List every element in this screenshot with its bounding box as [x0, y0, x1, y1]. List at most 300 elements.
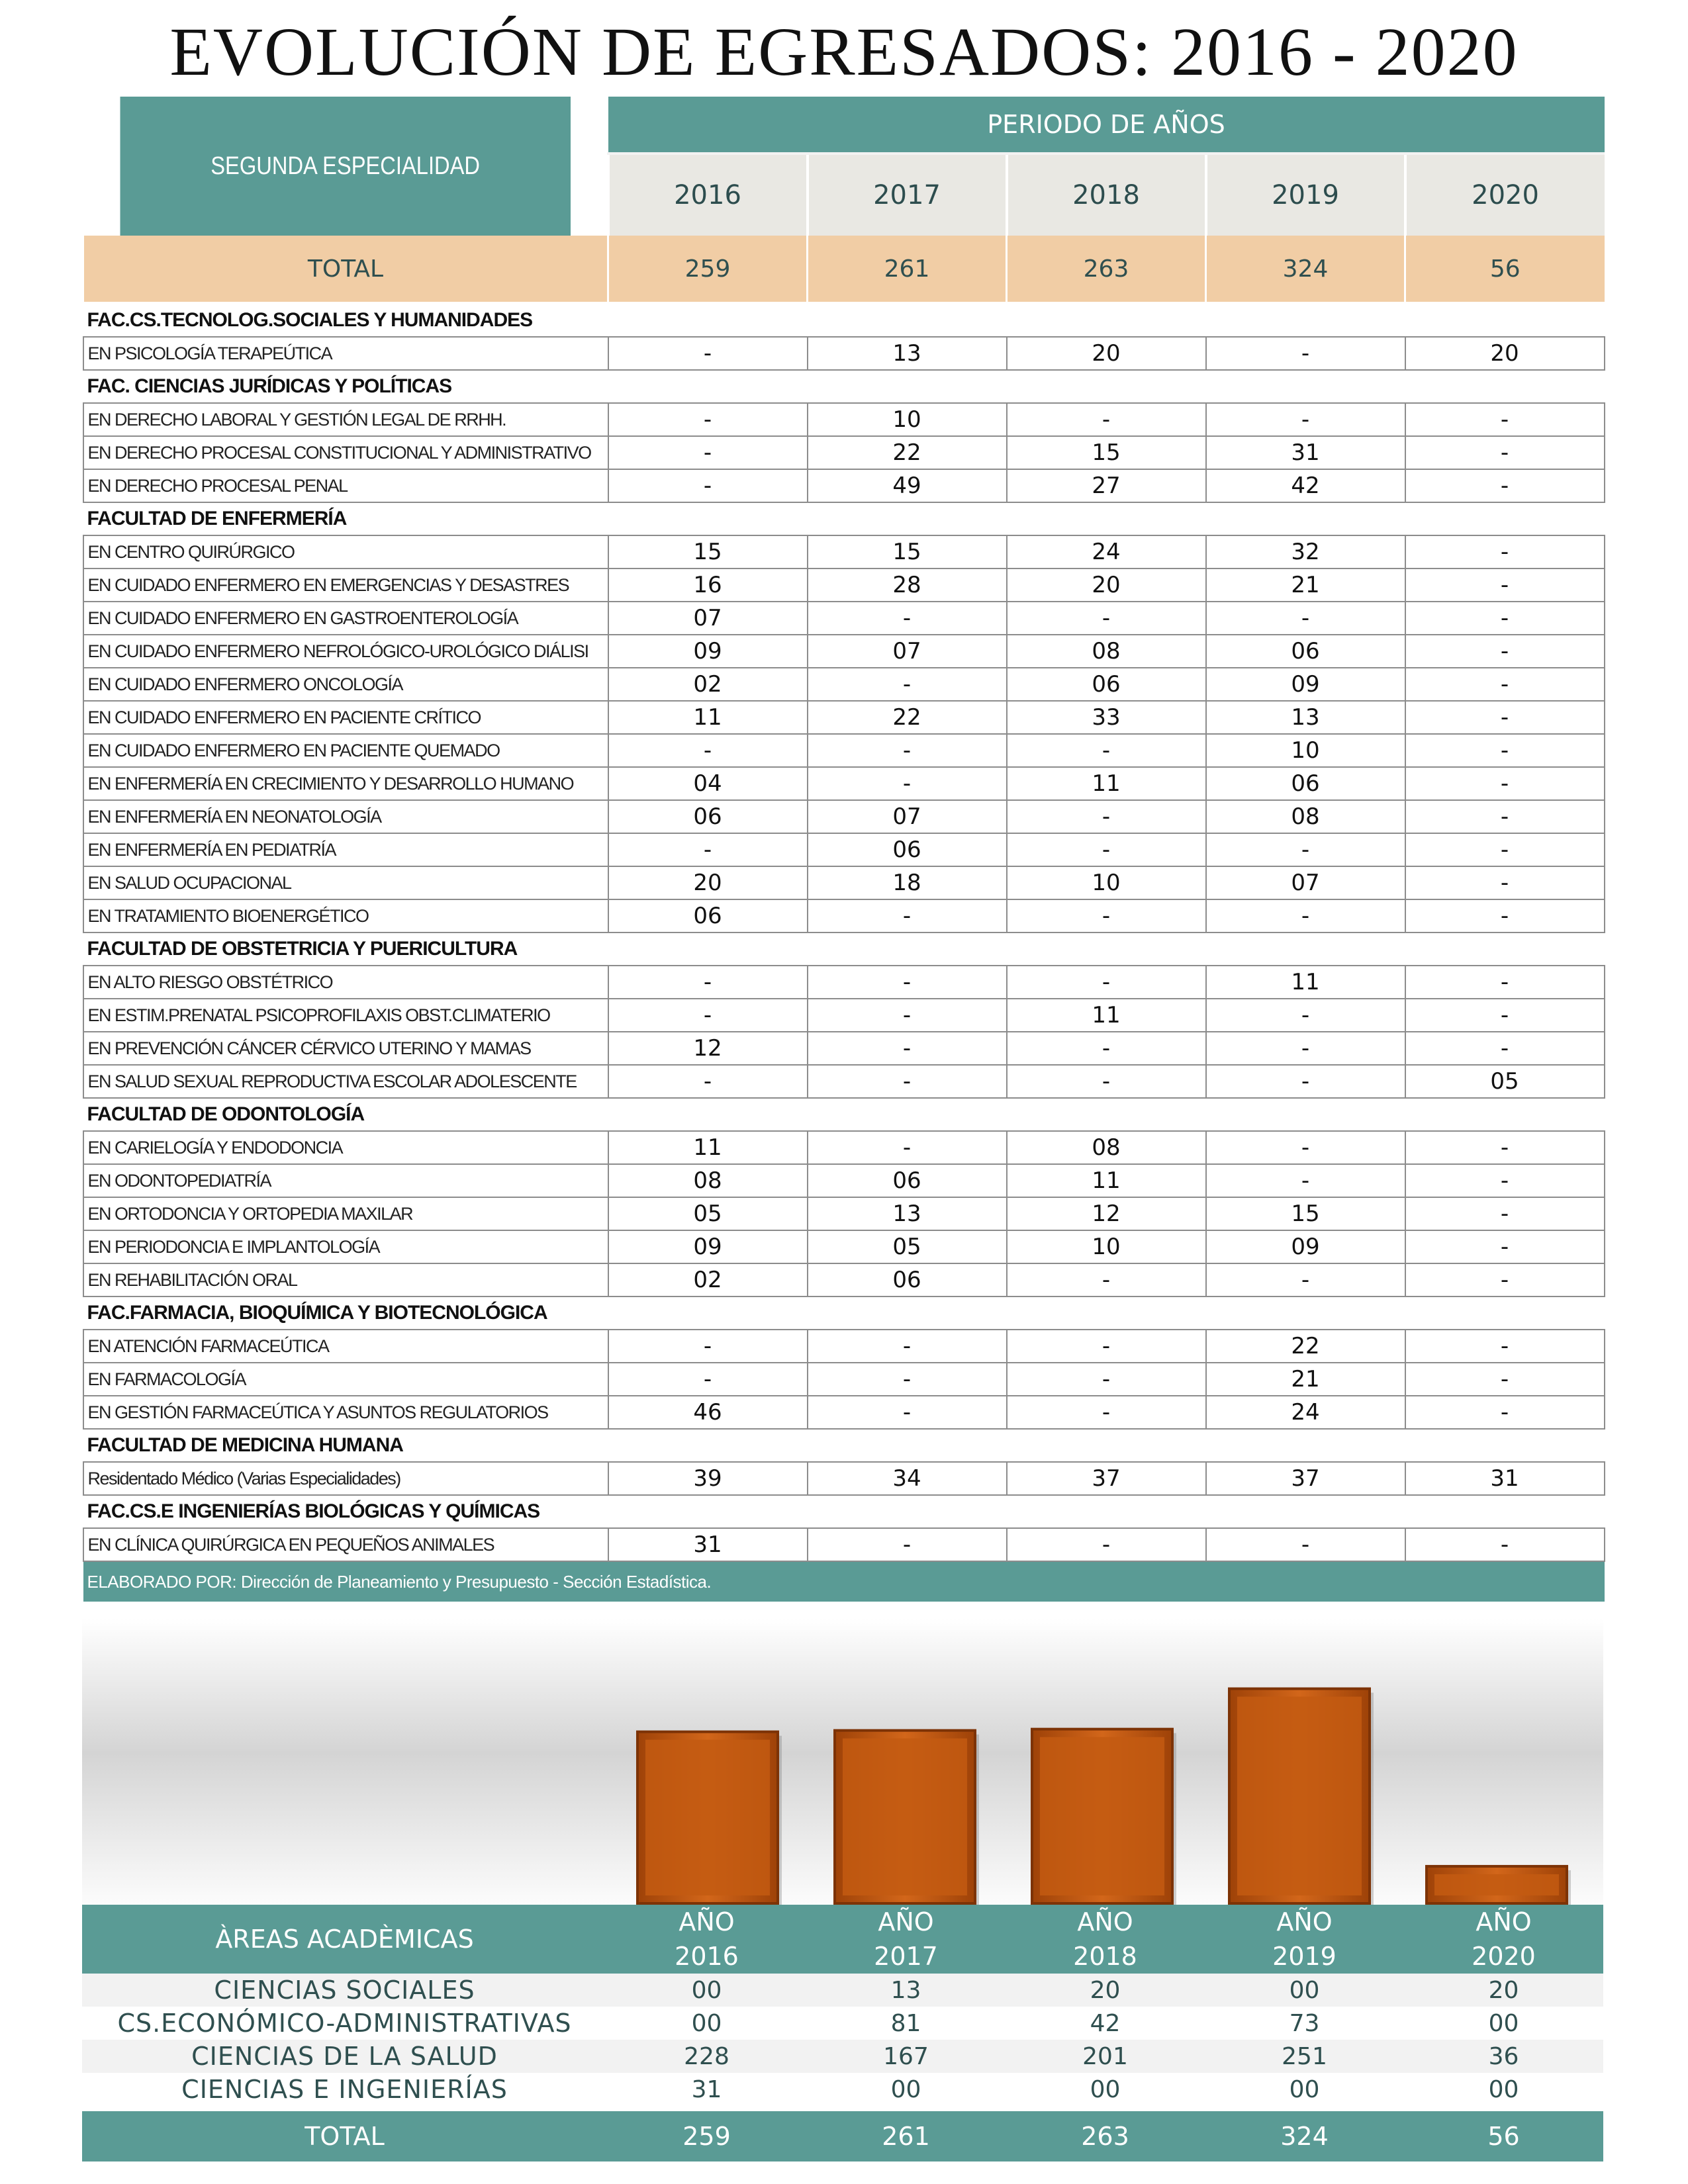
source-note: ELABORADO POR: Dirección de Planeamiento y Presupuesto - Sección Estadística.: [83, 1561, 1605, 1602]
faculty-row: [83, 1297, 1605, 1330]
graduates-count: -: [1405, 899, 1605, 933]
specialty-name: EN CUIDADO ENFERMERO NEFROLÓGICO-UROLÓGICO DIÁLISI: [83, 635, 608, 668]
graduates-count: -: [1007, 602, 1206, 635]
graduates-count: -: [1007, 966, 1206, 999]
graduates-count: -: [1206, 1131, 1405, 1164]
graduates-count: -: [808, 1528, 1007, 1561]
areas-total-value: 324: [1205, 2109, 1404, 2161]
specialty-name: EN SALUD OCUPACIONAL: [83, 866, 608, 899]
graduates-count: 15: [1007, 436, 1206, 469]
graduates-count: 06: [608, 899, 808, 933]
area-count: 228: [607, 2040, 806, 2073]
area-count: 20: [1006, 1974, 1205, 2007]
areas-year-header: [1404, 1905, 1603, 1974]
total-value: 259: [608, 236, 808, 303]
table-row: [83, 1065, 1605, 1098]
specialty-name: EN CUIDADO ENFERMERO EN PACIENTE CRÍTICO: [83, 701, 608, 734]
total-value: 261: [808, 236, 1007, 303]
graduates-count: -: [808, 1032, 1007, 1065]
graduates-count: 21: [1206, 569, 1405, 602]
graduates-count: -: [808, 1363, 1007, 1396]
graduates-count: 10: [1007, 1230, 1206, 1263]
year-value: 2016: [675, 1942, 739, 1971]
table-row: [83, 635, 1605, 668]
graduates-count: 15: [1206, 1197, 1405, 1230]
specialty-name: EN ESTIM.PRENATAL PSICOPROFILAXIS OBST.CLIMATERIO: [83, 999, 608, 1032]
faculty-row: [83, 1429, 1605, 1462]
area-name: CIENCIAS DE LA SALUD: [82, 2040, 607, 2073]
area-row: [82, 2040, 1603, 2073]
graduates-count: -: [1206, 1032, 1405, 1065]
graduates-count: -: [1405, 668, 1605, 701]
specialty-name: EN CUIDADO ENFERMERO EN GASTROENTEROLOGÍA: [83, 602, 608, 635]
graduates-count: 22: [1206, 1330, 1405, 1363]
table-row: [83, 999, 1605, 1032]
graduates-count: -: [808, 999, 1007, 1032]
graduates-count: 20: [1405, 337, 1605, 370]
specialty-name: EN ALTO RIESGO OBSTÉTRICO: [83, 966, 608, 999]
graduates-count: 20: [1007, 337, 1206, 370]
graduates-count: 13: [808, 1197, 1007, 1230]
table-row: [83, 337, 1605, 370]
table-row: [83, 1363, 1605, 1396]
year-value: 2017: [874, 1942, 938, 1971]
graduates-count: 06: [808, 1164, 1007, 1197]
areas-year-header: [1205, 1905, 1404, 1974]
graduates-count: 09: [608, 1230, 808, 1263]
graduates-count: -: [1405, 800, 1605, 833]
graduates-count: -: [1007, 1263, 1206, 1297]
bar-face-2019: [1237, 1697, 1362, 1895]
table-row: [83, 1396, 1605, 1429]
area-count: 00: [607, 2007, 806, 2040]
year-value: 2018: [1073, 1942, 1137, 1971]
faculty-row: [83, 502, 1605, 535]
area-row: [82, 2073, 1603, 2109]
year-prefix: AÑO: [1077, 1907, 1133, 1936]
area-count: 251: [1205, 2040, 1404, 2073]
graduates-count: -: [808, 602, 1007, 635]
graduates-count: -: [608, 403, 808, 436]
bar-face-2018: [1040, 1737, 1164, 1895]
graduates-count: 06: [608, 800, 808, 833]
table-row: [83, 1032, 1605, 1065]
table-row: [83, 833, 1605, 866]
graduates-count: -: [1206, 602, 1405, 635]
total-value: 56: [1405, 236, 1605, 303]
areas-header-row: [82, 1905, 1603, 1974]
area-count: 31: [607, 2073, 806, 2109]
graduates-count: 07: [808, 635, 1007, 668]
specialty-name: EN CENTRO QUIRÚRGICO: [83, 535, 608, 569]
graduates-count: -: [1405, 1363, 1605, 1396]
graduates-count: 11: [608, 1131, 808, 1164]
total-value: 324: [1206, 236, 1405, 303]
area-count: 00: [1205, 2073, 1404, 2109]
year-prefix: AÑO: [1276, 1907, 1333, 1936]
graduates-count: 37: [1007, 1462, 1206, 1495]
year-header: 2019: [1206, 154, 1405, 236]
year-header: 2016: [608, 154, 808, 236]
graduates-count: -: [1405, 833, 1605, 866]
graduates-count: -: [808, 1131, 1007, 1164]
area-count: 42: [1006, 2007, 1205, 2040]
graduates-count: 20: [1007, 569, 1206, 602]
graduates-count: -: [1405, 701, 1605, 734]
graduates-count: -: [608, 1330, 808, 1363]
graduates-count: -: [1405, 1131, 1605, 1164]
graduates-count: -: [608, 966, 808, 999]
graduates-count: 09: [1206, 1230, 1405, 1263]
graduates-count: -: [808, 734, 1007, 767]
area-row: [82, 2007, 1603, 2040]
graduates-count: 15: [808, 535, 1007, 569]
graduates-count: 49: [808, 469, 1007, 502]
table-row: [83, 734, 1605, 767]
graduates-count: -: [1405, 535, 1605, 569]
graduates-count: 11: [1007, 767, 1206, 800]
areas-year-header: [1006, 1905, 1205, 1974]
total-value: 263: [1007, 236, 1206, 303]
graduates-count: -: [808, 899, 1007, 933]
specialty-name: EN FARMACOLOGÍA: [83, 1363, 608, 1396]
graduates-count: 46: [608, 1396, 808, 1429]
faculty-name: FACULTAD DE MEDICINA HUMANA: [87, 1434, 403, 1456]
specialty-name: EN CARIELOGÍA Y ENDODONCIA: [83, 1131, 608, 1164]
graduates-count: 11: [1206, 966, 1405, 999]
table-row: [83, 602, 1605, 635]
graduates-count: 13: [1206, 701, 1405, 734]
graduates-count: -: [1007, 1396, 1206, 1429]
graduates-count: -: [1206, 899, 1405, 933]
table-row: [83, 436, 1605, 469]
graduates-count: -: [608, 833, 808, 866]
graduates-count: -: [1007, 1528, 1206, 1561]
area-count: 201: [1006, 2040, 1205, 2073]
area-count: 00: [607, 1974, 806, 2007]
graduates-count: 02: [608, 668, 808, 701]
graduates-count: -: [1007, 1065, 1206, 1098]
areas-header-label: ÀREAS ACADÈMICAS: [82, 1905, 607, 1974]
graduates-count: 18: [808, 866, 1007, 899]
graduates-count: -: [1405, 469, 1605, 502]
bar-face-2017: [843, 1739, 967, 1895]
graduates-count: -: [1206, 1164, 1405, 1197]
graduates-count: -: [608, 999, 808, 1032]
area-count: 00: [1404, 2007, 1603, 2040]
area-count: 36: [1404, 2040, 1603, 2073]
graduates-count: -: [1007, 899, 1206, 933]
graduates-count: 06: [808, 833, 1007, 866]
graduates-count: -: [608, 469, 808, 502]
graduates-count: 12: [608, 1032, 808, 1065]
faculty-row: [83, 933, 1605, 966]
graduates-count: 27: [1007, 469, 1206, 502]
specialty-name: EN DERECHO PROCESAL PENAL: [83, 469, 608, 502]
faculty-row: [83, 1495, 1605, 1528]
graduates-count: -: [1405, 1528, 1605, 1561]
graduates-count: -: [608, 436, 808, 469]
bar-face-2020: [1434, 1874, 1559, 1895]
areas-total-value: 259: [607, 2109, 806, 2161]
area-count: 00: [806, 2073, 1006, 2109]
areas-year-header: [607, 1905, 806, 1974]
graduates-count: -: [1007, 403, 1206, 436]
graduates-count: -: [1405, 403, 1605, 436]
specialty-name: EN ENFERMERÍA EN NEONATOLOGÍA: [83, 800, 608, 833]
graduates-count: 06: [1206, 767, 1405, 800]
graduates-count: 34: [808, 1462, 1007, 1495]
table-row: [83, 569, 1605, 602]
graduates-count: 10: [808, 403, 1007, 436]
graduates-count: -: [1007, 734, 1206, 767]
graduates-count: -: [1405, 436, 1605, 469]
graduates-count: 07: [608, 602, 808, 635]
table-row: [83, 1330, 1605, 1363]
bar-chart-svg: [82, 1619, 1603, 1917]
graduates-count: 10: [1007, 866, 1206, 899]
graduates-count: -: [808, 966, 1007, 999]
graduates-count: -: [1206, 1528, 1405, 1561]
year-value: 2019: [1272, 1942, 1336, 1971]
graduates-count: -: [1405, 1032, 1605, 1065]
graduates-count: -: [1405, 999, 1605, 1032]
graduates-count: -: [1405, 635, 1605, 668]
table-row: [83, 668, 1605, 701]
graduates-count: 31: [1206, 436, 1405, 469]
specialty-name: EN ATENCIÓN FARMACEÚTICA: [83, 1330, 608, 1363]
area-count: 20: [1404, 1974, 1603, 2007]
graduates-count: -: [608, 337, 808, 370]
graduates-count: -: [1405, 1263, 1605, 1297]
academic-areas-table: [82, 1905, 1603, 2161]
graduates-count: 22: [808, 436, 1007, 469]
area-name: CIENCIAS SOCIALES: [82, 1974, 607, 2007]
graduates-count: -: [1206, 403, 1405, 436]
graduates-count: 33: [1007, 701, 1206, 734]
specialty-name: EN ENFERMERÍA EN CRECIMIENTO Y DESARROLLO HUMANO: [83, 767, 608, 800]
areas-total-value: 263: [1006, 2109, 1205, 2161]
table-row: [83, 1164, 1605, 1197]
graduates-count: 31: [608, 1528, 808, 1561]
graduates-count: 08: [1007, 1131, 1206, 1164]
graduates-count: 37: [1206, 1462, 1405, 1495]
specialty-name: EN CUIDADO ENFERMERO ONCOLOGÍA: [83, 668, 608, 701]
graduates-count: -: [1206, 337, 1405, 370]
faculty-name: FACULTAD DE ENFERMERÍA: [87, 508, 347, 529]
graduates-count: -: [1206, 999, 1405, 1032]
graduates-bar-chart: [82, 1619, 1603, 1917]
table-row: [83, 866, 1605, 899]
specialty-name: EN ORTODONCIA Y ORTOPEDIA MAXILAR: [83, 1197, 608, 1230]
graduates-count: 07: [1206, 866, 1405, 899]
graduates-count: 07: [808, 800, 1007, 833]
graduates-count: 05: [1405, 1065, 1605, 1098]
graduates-count: 28: [808, 569, 1007, 602]
year-prefix: AÑO: [1476, 1907, 1532, 1936]
graduates-count: 04: [608, 767, 808, 800]
table-row: [83, 1462, 1605, 1495]
specialty-header: SEGUNDA ESPECIALIDAD: [120, 97, 571, 236]
graduates-count: 10: [1206, 734, 1405, 767]
areas-total-label: TOTAL: [82, 2109, 607, 2161]
specialty-name: EN ENFERMERÍA EN PEDIATRÍA: [83, 833, 608, 866]
graduates-count: 08: [1206, 800, 1405, 833]
specialty-name: EN GESTIÓN FARMACEÚTICA Y ASUNTOS REGULATORIOS: [83, 1396, 608, 1429]
graduates-count: -: [608, 1065, 808, 1098]
graduates-count: -: [1007, 1032, 1206, 1065]
area-count: 13: [806, 1974, 1006, 2007]
graduates-count: 21: [1206, 1363, 1405, 1396]
graduates-count: 16: [608, 569, 808, 602]
specialty-name: EN TRATAMIENTO BIOENERGÉTICO: [83, 899, 608, 933]
area-count: 73: [1205, 2007, 1404, 2040]
area-name: CS.ECONÓMICO-ADMINISTRATIVAS: [82, 2007, 607, 2040]
bar-face-2016: [645, 1740, 770, 1895]
graduates-count: 06: [808, 1263, 1007, 1297]
table-row: [83, 899, 1605, 933]
specialty-name: EN CUIDADO ENFERMERO EN PACIENTE QUEMADO: [83, 734, 608, 767]
year-header: 2017: [808, 154, 1007, 236]
graduates-count: -: [1405, 602, 1605, 635]
faculty-row: [83, 1098, 1605, 1131]
graduates-count: -: [808, 1065, 1007, 1098]
specialty-name: EN CLÍNICA QUIRÚRGICA EN PEQUEÑOS ANIMALES: [83, 1528, 608, 1561]
graduates-count: -: [1405, 1164, 1605, 1197]
graduates-count: -: [1405, 767, 1605, 800]
table-row: [83, 1197, 1605, 1230]
area-name: CIENCIAS E INGENIERÍAS: [82, 2073, 607, 2109]
graduates-count: -: [1007, 833, 1206, 866]
year-value: 2020: [1472, 1942, 1536, 1971]
specialty-name: EN SALUD SEXUAL REPRODUCTIVA ESCOLAR ADOLESCENTE: [83, 1065, 608, 1098]
areas-total-value: 261: [806, 2109, 1006, 2161]
graduates-count: 11: [608, 701, 808, 734]
area-row: [82, 1974, 1603, 2007]
graduates-count: -: [808, 1396, 1007, 1429]
graduates-count: -: [1405, 734, 1605, 767]
specialty-name: EN ODONTOPEDIATRÍA: [83, 1164, 608, 1197]
area-count: 00: [1404, 2073, 1603, 2109]
graduates-count: 32: [1206, 535, 1405, 569]
faculty-name: FAC. CIENCIAS JURÍDICAS Y POLÍTICAS: [87, 375, 452, 397]
area-count: 81: [806, 2007, 1006, 2040]
graduates-count: 42: [1206, 469, 1405, 502]
areas-total-value: 56: [1404, 2109, 1603, 2161]
area-count: 00: [1205, 1974, 1404, 2007]
graduates-count: -: [1405, 866, 1605, 899]
faculty-name: FACULTAD DE OBSTETRICIA Y PUERICULTURA: [87, 938, 518, 960]
graduates-count: -: [808, 1330, 1007, 1363]
graduates-count: 06: [1007, 668, 1206, 701]
graduates-count: 20: [608, 866, 808, 899]
graduates-count: 11: [1007, 1164, 1206, 1197]
table-row: [83, 767, 1605, 800]
graduates-count: 08: [1007, 635, 1206, 668]
table-row: [83, 966, 1605, 999]
table-row: [83, 1131, 1605, 1164]
areas-year-header: [806, 1905, 1006, 1974]
faculty-name: FAC.FARMACIA, BIOQUÍMICA Y BIOTECNOLÓGICA: [87, 1302, 547, 1324]
graduates-count: -: [1206, 833, 1405, 866]
graduates-count: -: [1007, 1330, 1206, 1363]
year-header: 2020: [1405, 154, 1605, 236]
specialty-name: EN CUIDADO ENFERMERO EN EMERGENCIAS Y DESASTRES: [83, 569, 608, 602]
specialty-name: EN PSICOLOGÍA TERAPEÚTICA: [83, 337, 608, 370]
faculty-row: [83, 303, 1605, 337]
graduates-count: 09: [608, 635, 808, 668]
specialty-name: EN DERECHO LABORAL Y GESTIÓN LEGAL DE RRHH.: [83, 403, 608, 436]
graduates-count: -: [608, 1363, 808, 1396]
total-row: [83, 236, 1605, 303]
table-row: [83, 535, 1605, 569]
graduates-count: 39: [608, 1462, 808, 1495]
faculty-row: [83, 370, 1605, 403]
table-row: [83, 1528, 1605, 1561]
graduates-count: -: [1206, 1263, 1405, 1297]
table-row: [83, 469, 1605, 502]
table-row: [83, 1263, 1605, 1297]
graduates-count: 08: [608, 1164, 808, 1197]
graduates-count: 31: [1405, 1462, 1605, 1495]
period-header: PERIODO DE AÑOS: [608, 97, 1605, 154]
graduates-count: 09: [1206, 668, 1405, 701]
graduates-count: -: [1405, 1197, 1605, 1230]
graduates-count: -: [1405, 1230, 1605, 1263]
table-row: [83, 701, 1605, 734]
year-header: 2018: [1007, 154, 1206, 236]
graduates-count: -: [808, 668, 1007, 701]
graduates-count: 22: [808, 701, 1007, 734]
page-title: EVOLUCIÓN DE EGRESADOS: 2016 - 2020: [169, 14, 1519, 90]
graduates-count: 15: [608, 535, 808, 569]
graduates-count: 12: [1007, 1197, 1206, 1230]
graduates-count: -: [1405, 569, 1605, 602]
table-row: [83, 403, 1605, 436]
graduates-count: 11: [1007, 999, 1206, 1032]
areas-total-row: [82, 2109, 1603, 2161]
graduates-count: 05: [808, 1230, 1007, 1263]
total-label: TOTAL: [83, 236, 608, 303]
graduates-count: 05: [608, 1197, 808, 1230]
faculty-name: FAC.CS.TECNOLOG.SOCIALES Y HUMANIDADES: [87, 309, 533, 331]
graduates-count: 24: [1206, 1396, 1405, 1429]
year-prefix: AÑO: [679, 1907, 735, 1936]
graduates-count: -: [1405, 1330, 1605, 1363]
faculty-name: FAC.CS.E INGENIERÍAS BIOLÓGICAS Y QUÍMICAS: [87, 1500, 540, 1522]
specialty-name: EN REHABILITACIÓN ORAL: [83, 1263, 608, 1297]
table-row: [83, 1230, 1605, 1263]
table-row: [83, 800, 1605, 833]
graduates-count: -: [808, 767, 1007, 800]
area-count: 167: [806, 2040, 1006, 2073]
specialty-name: EN PERIODONCIA E IMPLANTOLOGÍA: [83, 1230, 608, 1263]
specialty-name: EN PREVENCIÓN CÁNCER CÉRVICO UTERINO Y MAMAS: [83, 1032, 608, 1065]
specialty-name: EN DERECHO PROCESAL CONSTITUCIONAL Y ADMINISTRATIVO: [83, 436, 608, 469]
graduates-count: 06: [1206, 635, 1405, 668]
graduates-count: -: [1405, 1396, 1605, 1429]
graduates-table: [82, 97, 1605, 1602]
graduates-count: -: [1007, 1363, 1206, 1396]
graduates-count: 02: [608, 1263, 808, 1297]
graduates-count: 13: [808, 337, 1007, 370]
area-count: 00: [1006, 2073, 1205, 2109]
specialty-name: Residentado Médico (Varias Especialidades): [83, 1462, 608, 1495]
graduates-count: 24: [1007, 535, 1206, 569]
graduates-count: -: [1007, 800, 1206, 833]
graduates-count: -: [608, 734, 808, 767]
graduates-count: -: [1405, 966, 1605, 999]
